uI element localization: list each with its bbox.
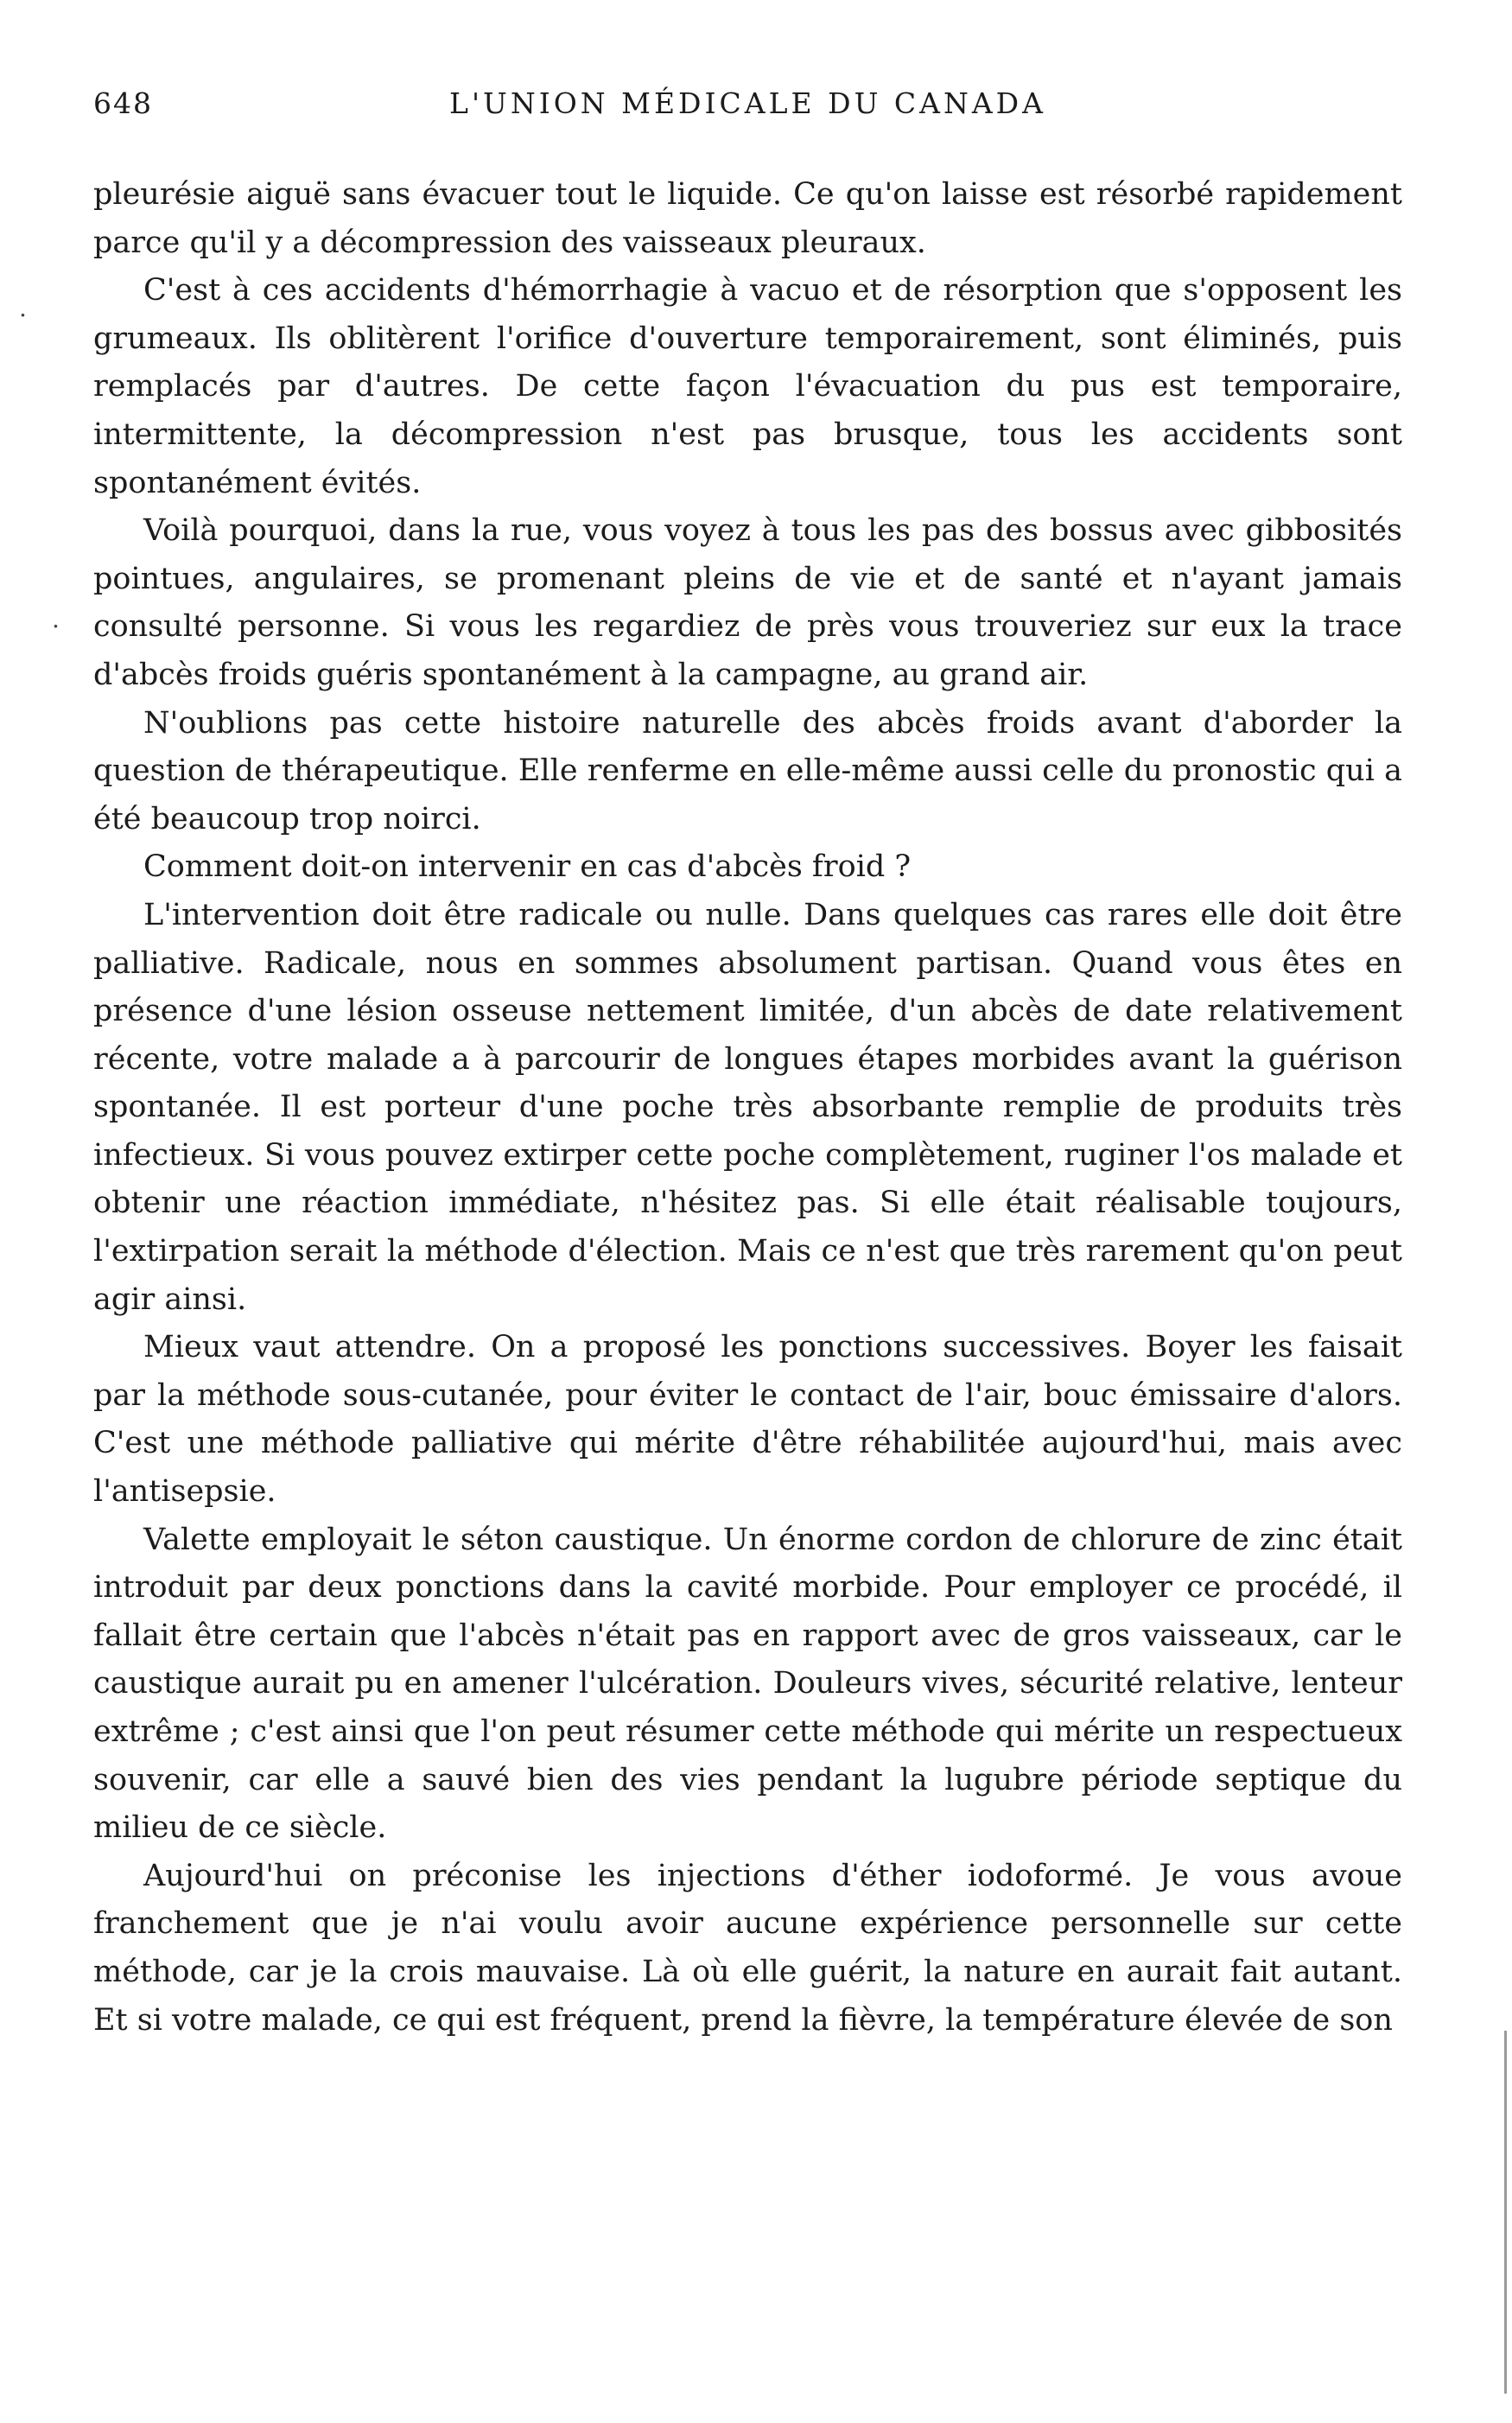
- paragraph: Comment doit-on intervenir en cas d'abcès froid ?: [143, 849, 912, 885]
- paragraph: Valette employait le séton caustique. Un énorme cordon de chlorure de zinc était introduit par deux ponctions dans la cavité morbide. Pour employer ce procédé, il fallait être certain que l'abcès n'était pas en rapport avec de gros vaisseaux, car le caustique aurait pu en amener l'ulcération. Douleurs vives, sécurité relative, lenteur extrême ; c'est ainsi que l'on peut résumer cette méthode qui mérite un respectueux souvenir, car elle a sauvé bien des vies pendant la lugubre période septique du milieu de ce siècle.: [93, 1522, 1402, 1846]
- document-page: [93, 86, 1402, 2045]
- paragraph: C'est à ces accidents d'hémorrhagie à vacuo et de résorption que s'opposent les grumeaux. Ils oblitèrent l'orifice d'ouverture temporairement, sont éliminés, puis remplacés par d'autres. De cette façon l'évacuation du pus est temporaire, intermittente, la décompression n'est pas brusque, tous les accidents sont spontanément évités.: [93, 273, 1402, 500]
- paragraph: L'intervention doit être radicale ou nulle. Dans quelques cas rares elle doit être palliative. Radicale, nous en sommes absolument partisan. Quand vous êtes en présence d'une lésion osseuse nettement limitée, d'un abcès de date relativement récente, votre malade a à parcourir de longues étapes morbides avant la guérison spontanée. Il est porteur d'une poche très absorbante remplie de produits très infectieux. Si vous pouvez extirper cette poche complètement, ruginer l'os malade et obtenir une réaction immédiate, n'hésitez pas. Si elle était réalisable toujours, l'extirpation serait la méthode d'élection. Mais ce n'est que très rarement qu'on peut agir ainsi.: [93, 897, 1402, 1317]
- paragraph: Aujourd'hui on préconise les injections d'éther iodoformé. Je vous avoue franchement que je n'ai voulu avoir aucune expérience personnelle sur cette méthode, car je la crois mauvaise. Là où elle guérit, la nature en aurait fait autant. Et si votre malade, ce qui est fréquent, prend la fièvre, la température élevée de son: [93, 1858, 1402, 2038]
- page-number: 648: [93, 86, 153, 120]
- running-title: L'UNION MÉDICALE DU CANADA: [449, 86, 1046, 120]
- paragraph: pleurésie aiguë sans évacuer tout le liquide. Ce qu'on laisse est résorbé rapidement parce qu'il y a décompression des vaisseaux pleuraux.: [93, 177, 1402, 260]
- page-header: [93, 86, 1402, 137]
- paragraph: N'oublions pas cette histoire naturelle des abcès froids avant d'aborder la question de thérapeutique. Elle renferme en elle-même aussi celle du pronostic qui a été beaucoup trop noirci.: [93, 705, 1402, 836]
- margin-mark: .: [52, 605, 60, 633]
- paragraph: Mieux vaut attendre. On a proposé les ponctions successives. Boyer les faisait par la méthode sous-cutanée, pour éviter le contact de l'air, bouc émissaire d'alors. C'est une méthode palliative qui mérite d'être réhabilitée aujourd'hui, mais avec l'antisepsie.: [93, 1330, 1402, 1510]
- margin-mark: .: [19, 294, 27, 322]
- body-text: [93, 171, 1402, 2045]
- page-edge-rule: [1504, 2031, 1507, 2394]
- paragraph: Voilà pourquoi, dans la rue, vous voyez à tous les pas des bossus avec gibbosités pointues, angulaires, se promenant pleins de vie et de santé et n'ayant jamais consulté personne. Si vous les regardiez de près vous trouveriez sur eux la trace d'abcès froids guéris spontanément à la campagne, au grand air.: [93, 513, 1402, 692]
